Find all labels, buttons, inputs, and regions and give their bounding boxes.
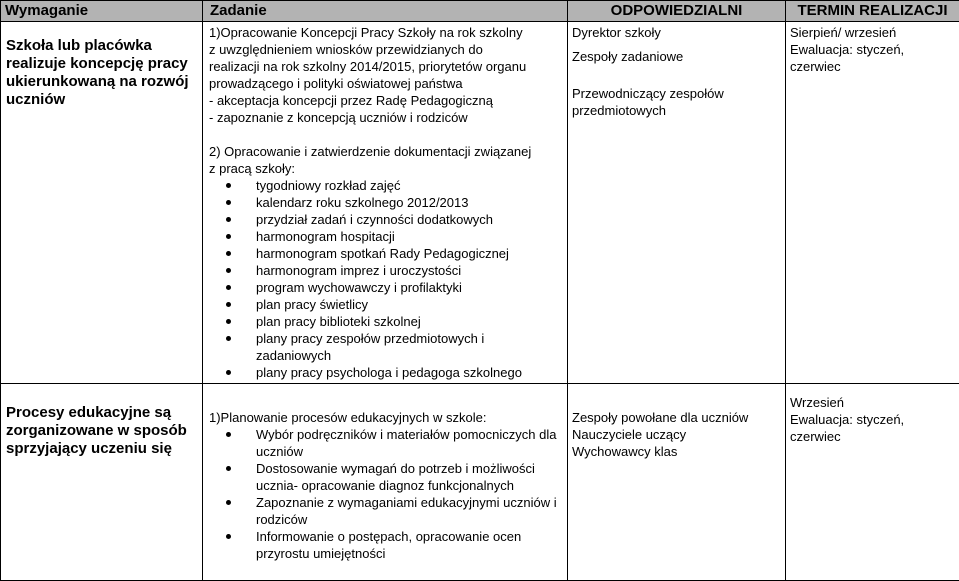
header-requirement: Wymaganie (1, 1, 203, 22)
deadline-line: Ewaluacja: styczeń, (790, 42, 905, 57)
list-item: harmonogram hospitacji (229, 228, 563, 245)
list-item: program wychowawczy i profilaktyki (229, 279, 563, 296)
list-item: plany pracy psychologa i pedagoga szkolnego (229, 364, 563, 381)
requirement-text: Szkoła lub placówka realizuje koncepcję pracy ukierunkowaną na rozwój uczniów (6, 37, 189, 108)
requirement-text: Procesy edukacyjne są zorganizowane w sposób sprzyjający uczeniu się (6, 404, 187, 457)
deadline-line: czerwiec (790, 429, 841, 444)
task-cell (203, 384, 568, 581)
task-text-line: 1)Opracowanie Koncepcji Pracy Szkoły na rok szkolny (209, 25, 523, 40)
task-cell (203, 22, 568, 384)
list-item: plan pracy biblioteki szkolnej (229, 313, 563, 330)
list-item: Wybór podręczników i materiałów pomocniczych dla uczniów (229, 426, 563, 460)
header-responsible: ODPOWIEDZIALNI (568, 1, 786, 22)
list-item: plany pracy zespołów przedmiotowych i zadaniowych (229, 330, 563, 364)
deadline-cell (786, 22, 959, 384)
deadline-line: Ewaluacja: styczeń, (790, 412, 905, 427)
header-task: Zadanie (203, 1, 568, 22)
table-row (1, 384, 959, 581)
list-item: przydział zadań i czynności dodatkowych (229, 211, 563, 228)
list-item: Informowanie o postępach, opracowanie ocen przyrostu umiejętności (229, 528, 563, 562)
requirement-cell (1, 384, 203, 581)
responsible-item: Nauczyciele uczący (572, 427, 687, 442)
table-row (1, 22, 959, 384)
task-text-line: 2) Opracowanie i zatwierdzenie dokumentacji związanej (209, 144, 532, 159)
deadline-line: Wrzesień (790, 395, 844, 410)
deadline-cell (786, 384, 959, 581)
task-text-line: z uwzględnieniem wniosków przewidzianych do (209, 42, 483, 57)
responsible-cell (568, 384, 786, 581)
deadline-line: Sierpień/ wrzesień (790, 25, 897, 40)
header-deadline: TERMIN REALIZACJI (786, 1, 959, 22)
list-item: Dostosowanie wymagań do potrzeb i możliwości uczniа- opracowanie diagnoz funkcjonalnych (229, 460, 563, 494)
task-text-line: prowadzącego i polityki oświatowej państwa (209, 76, 463, 91)
responsible-item: Przewodniczący zespołów (572, 86, 724, 101)
requirement-cell (1, 22, 203, 384)
responsible-item: Wychowawcy klas (572, 444, 678, 459)
list-item: plan pracy świetlicy (229, 296, 563, 313)
list-item: harmonogram imprez i uroczystości (229, 262, 563, 279)
responsible-item: Zespoły zadaniowe (572, 49, 684, 64)
list-item: kalendarz roku szkolnego 2012/2013 (229, 194, 563, 211)
task-text-line: z pracą szkoły: (209, 161, 295, 176)
list-item: tygodniowy rozkład zajęć (229, 177, 563, 194)
responsible-item: przedmiotowych (572, 103, 666, 118)
task-text-line: realizacji na rok szkolny 2014/2015, priorytetów organu (209, 59, 527, 74)
list-item: Zapoznanie z wymaganiami edukacyjnymi uczniów i rodziców (229, 494, 563, 528)
task-text-line: - akceptacja koncepcji przez Radę Pedagogiczną (209, 93, 494, 108)
responsible-item: Dyrektor szkoły (572, 25, 661, 40)
deadline-line: czerwiec (790, 59, 841, 74)
responsible-item: Zespoły powołane dla uczniów (572, 410, 749, 425)
responsible-cell (568, 22, 786, 384)
task-text-line: - zapoznanie z koncepcją uczniów i rodziców (209, 110, 468, 125)
header-row (1, 1, 959, 22)
task-bullet-list (209, 426, 563, 562)
list-item: harmonogram spotkań Rady Pedagogicznej (229, 245, 563, 262)
task-bullet-list (209, 177, 563, 381)
task-intro: 1)Planowanie procesów edukacyjnych w szkole: (209, 410, 487, 425)
